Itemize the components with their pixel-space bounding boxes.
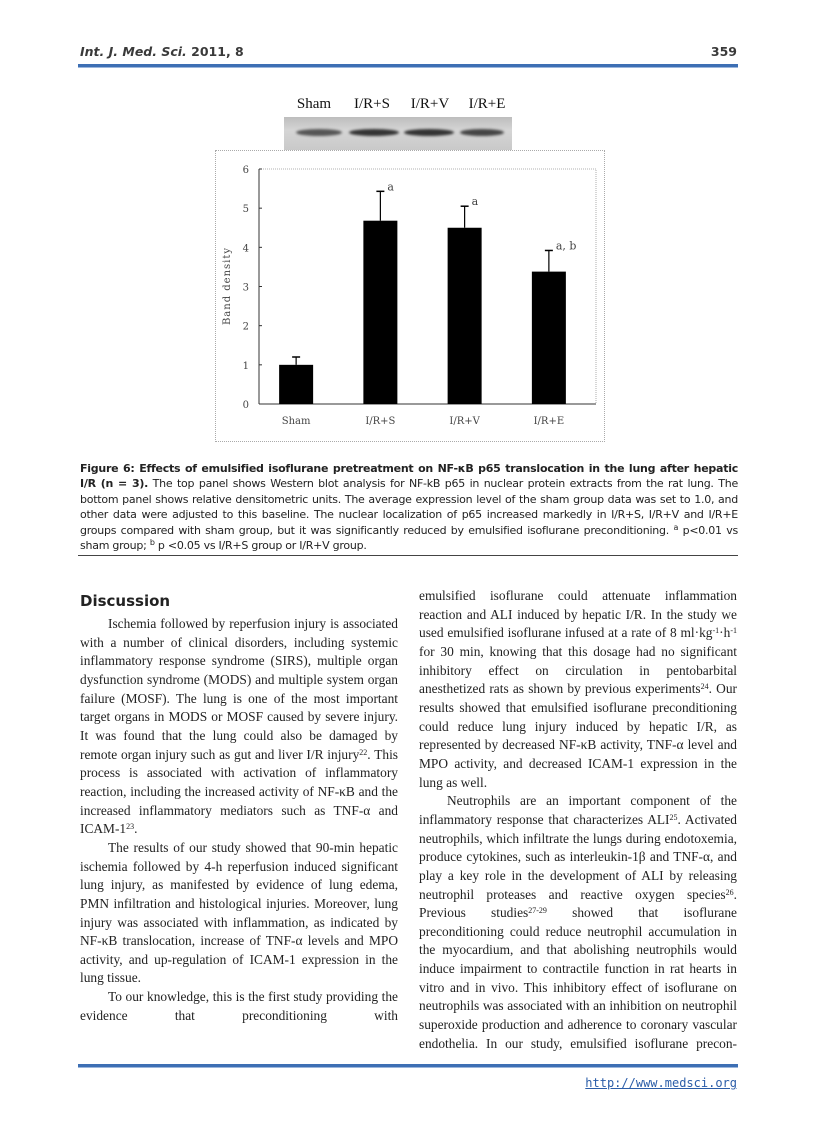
bar (279, 365, 313, 404)
text-run: Figure 6: Effects of emulsified isoflurane pretreatment on NF-κB p65 translocation in the lung after hepatic I/R (n = 3). (80, 462, 738, 491)
bar (532, 272, 566, 404)
text-run: ·h (719, 625, 731, 641)
text-run: showed that isoflurane preconditioning could reduce neutrophil accumulation in the myocardium, and that abolishing neutrophils would induce impairment to contractile function in rat hearts in vitro and in vivo. This inhibitory effect of isoflurane on neutrophils was associated with an inhibition on neutrophil superoxide production and adherence to coronary vascular endothelia. In our study, emulsified isoflurane precon- (419, 905, 737, 1051)
superscript: a (673, 522, 679, 532)
superscript: 27-29 (528, 906, 547, 916)
text-run: for 30 min, knowing that this dosage had no significant inhibitory effect on circulation in pentobarbital anesthetized rats as shown by previous experiments (419, 643, 737, 697)
y-tick-label: 0 (242, 400, 249, 411)
journal-name: Int. J. Med. Sci. (80, 44, 187, 59)
superscript: 23 (126, 822, 135, 832)
superscript: 25 (669, 812, 678, 822)
blot-label: I/R+E (468, 96, 506, 112)
paragraph (80, 615, 398, 839)
x-tick-label: Sham (281, 416, 311, 427)
blot-label: I/R+V (410, 96, 450, 112)
y-tick-label: 4 (242, 243, 249, 255)
paragraph (80, 988, 398, 1025)
text-run: p <0.05 vs I/R+S group or I/R+V group. (154, 539, 367, 553)
significance-label: a, b (555, 239, 577, 253)
superscript: 24 (700, 682, 709, 692)
caption-rule (78, 555, 738, 556)
blot-band (349, 129, 399, 136)
text-column-left (80, 615, 398, 1025)
paragraph (419, 587, 737, 792)
text-run: p<0.01 vs sham group; (80, 523, 738, 553)
y-tick-label: 5 (242, 204, 249, 216)
text-run: Neutrophils are an important component of the inflammatory response that characterizes ALI (419, 793, 737, 827)
text-run: The top panel shows Western blot analysis for NF-kB p65 in nuclear protein extracts from the rat lung. The bottom panel shows relative densitometric units. The average expression level of the sham group data was set to 1.0, and other data were adjusted to this baseline. The nuclear localization of p65 increased markedly in I/R+S, I/R+V and I/R+E groups compared with sham group, but it was significantly reduced by emulsified isoflurane preconditioning. (80, 477, 738, 537)
western-blot-image (284, 117, 512, 150)
x-tick-label: I/R+S (365, 416, 396, 427)
text-run: . Previous studies (419, 886, 737, 921)
figure-caption (80, 461, 738, 553)
journal-url-link[interactable]: http://www.medsci.org (585, 1076, 737, 1090)
text-run: emulsified isoflurane could attenuate inflammation reaction and ALI induced by hepatic I/R. In the study we used emulsified isoflurane infused at a rate of 8 ml·kg (419, 588, 737, 641)
y-tick-label: 1 (242, 360, 249, 372)
x-tick-label: I/R+V (449, 416, 480, 427)
blot-band (296, 129, 342, 136)
blot-band (460, 129, 504, 136)
header-rule (78, 64, 738, 68)
bar-chart (216, 151, 604, 441)
text-run: . Our results showed that emulsified isoflurane preconditioning could reduce lung injury induced by hepatic I/R, as represented by decreased NF-κB activity, TNF-α level and MPO activity, and decreased ICAM-1 expression in the lung as well. (419, 681, 737, 790)
y-tick-label: 6 (242, 165, 249, 176)
blot-label: Sham (296, 96, 332, 112)
superscript: -1 (730, 626, 737, 636)
text-run: . Activated neutrophils, which infiltrate the lungs during endotoxemia, produce cytokines, such as interleukin-1β and TNF-α, and play a key role in the development of ALI by releasing neutrophil proteases and reactive oxygen species (419, 811, 737, 902)
blot-band (404, 129, 454, 136)
text-run: . This process is associated with activation of inflammatory reaction, including the increased activity of NF-κB and the increased inflammatory mediators such as TNF-α and ICAM-1 (80, 746, 398, 837)
significance-label: a (387, 180, 394, 194)
y-tick-label: 3 (242, 282, 249, 294)
journal-year-volume: 2011, 8 (191, 44, 244, 59)
bar (448, 228, 482, 404)
blot-lane-labels (284, 96, 512, 116)
y-axis-label: Band density (222, 246, 233, 326)
text-run: To our knowledge, this is the first study providing the evidence that preconditioning with (80, 989, 398, 1023)
paragraph (419, 792, 737, 1053)
text-run: The results of our study showed that 90-min hepatic ischemia followed by 4-h reperfusion induced significant lung injury, as manifested by evidence of lung edema, PMN infiltration and histological injuries. Moreover, lung injury was associated with inflammation, as indicated by NF-κB translocation, increase of TNF-α levels and MPO activity, and up-regulation of ICAM-1 expression in the lung tissue. (80, 839, 398, 986)
significance-label: a (471, 195, 479, 209)
blot-label: I/R+S (354, 96, 390, 112)
text-column-right (419, 587, 737, 1053)
text-run: Ischemia followed by reperfusion injury is associated with a number of clinical disorders, including systemic inflammatory response syndrome (SIRS), multiple organ dysfunction syndrome (MODS) and multiple system organ failure (MOSF). The lung is one of the most important target organs in MODS or MOSF caused by severe injury. It was found that the lung could also be damaged by remote organ injury such as gut and liver I/R injury (80, 616, 398, 762)
journal-header (80, 44, 244, 59)
superscript: 22 (359, 747, 368, 757)
superscript: b (149, 538, 155, 548)
page-number: 359 (710, 44, 737, 59)
bar-chart-panel (215, 150, 605, 442)
superscript: -1 (712, 626, 720, 636)
y-tick-label: 2 (242, 321, 249, 333)
bar (363, 221, 397, 404)
footer-rule (78, 1064, 738, 1068)
section-heading: Discussion (80, 592, 171, 610)
superscript: 26 (725, 887, 734, 897)
paragraph (80, 839, 398, 988)
text-run: . (134, 821, 138, 837)
x-tick-label: I/R+E (533, 416, 565, 427)
